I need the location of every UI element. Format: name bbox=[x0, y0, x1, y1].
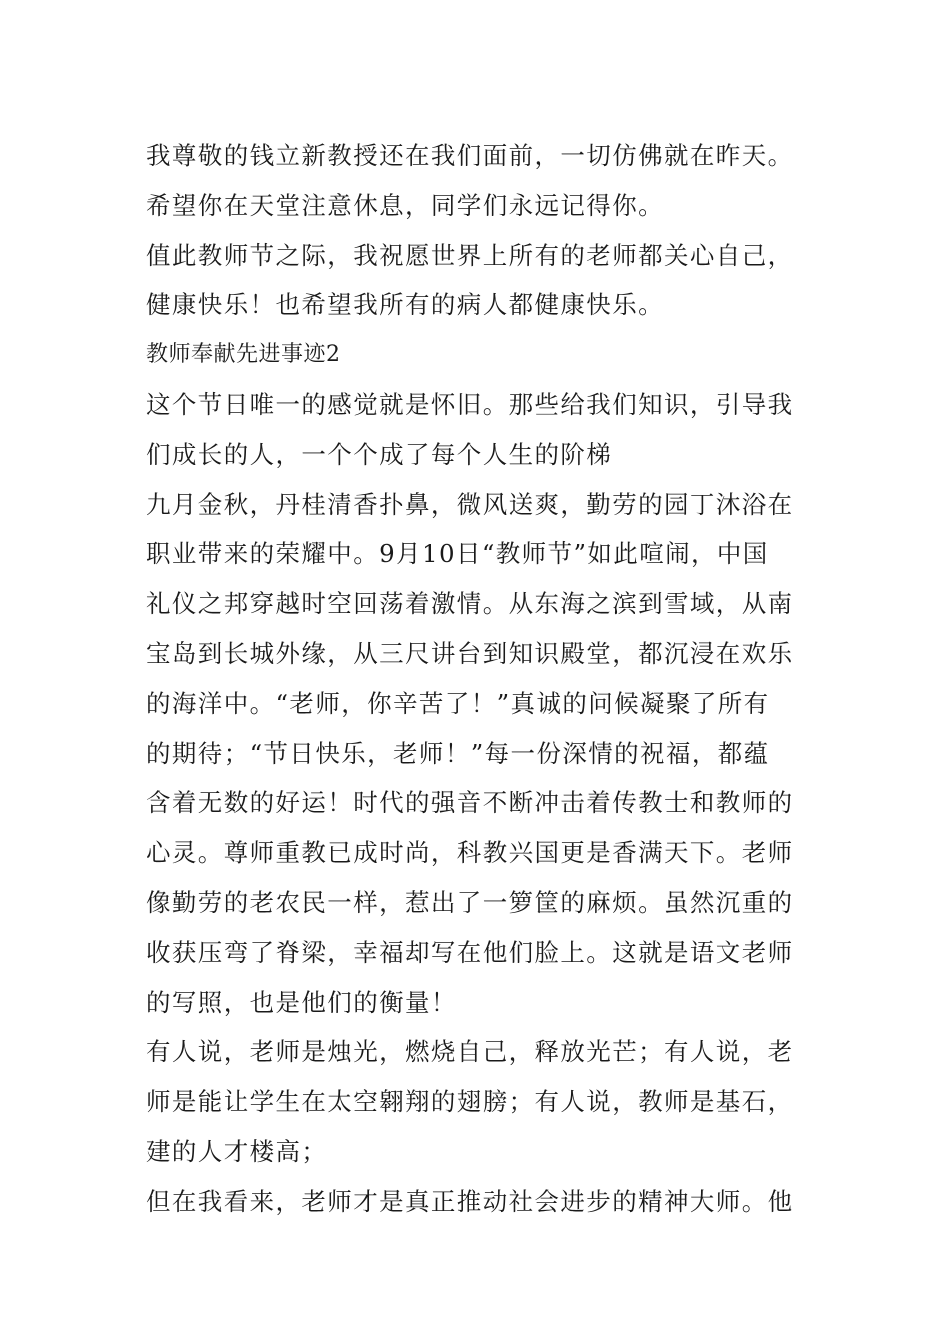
text-line: 礼仪之邦穿越时空回荡着激情。从东海之滨到雪域，从南 bbox=[146, 589, 794, 619]
text-line: 宝岛到长城外缘，从三尺讲台到知识殿堂，都沉浸在欢乐 bbox=[146, 638, 794, 668]
text-line: 的期待；“节日快乐，老师！”每一份深情的祝福，都蕴 bbox=[146, 738, 770, 768]
text-line: 希望你在天堂注意休息，同学们永远记得你。 bbox=[146, 190, 664, 220]
text-line: 像勤劳的老农民一样，惹出了一箩筐的麻烦。虽然沉重的 bbox=[146, 887, 794, 917]
text-line: 健康快乐！也希望我所有的病人都健康快乐。 bbox=[146, 290, 664, 320]
text-line: 建的人才楼高； bbox=[146, 1136, 328, 1166]
text-line: 心灵。尊师重教已成时尚，科教兴国更是香满天下。老师 bbox=[146, 838, 794, 868]
text-line: 们成长的人，一个个成了每个人生的阶梯 bbox=[146, 439, 613, 469]
text-line: 值此教师节之际，我祝愿世界上所有的老师都关心自己， bbox=[146, 240, 794, 270]
text-line: 我尊敬的钱立新教授还在我们面前，一切仿佛就在昨天。 bbox=[146, 141, 794, 170]
text-line: 职业带来的荣耀中。9月10日“教师节”如此喧闹，中国 bbox=[146, 539, 769, 569]
text-line: 的海洋中。“老师，你辛苦了！”真诚的问候凝聚了所有 bbox=[146, 688, 770, 718]
text-line: 的写照，也是他们的衡量！ bbox=[146, 987, 457, 1017]
text-line: 九月金秋，丹桂清香扑鼻，微风送爽，勤劳的园丁沐浴在 bbox=[146, 489, 794, 519]
text-line: 收获压弯了脊梁，幸福却写在他们脸上。这就是语文老师 bbox=[146, 937, 794, 967]
text-line: 有人说，老师是烛光，燃烧自己，释放光芒；有人说，老 bbox=[146, 1037, 794, 1067]
document-text-body bbox=[146, 131, 816, 1227]
text-line: 这个节日唯一的感觉就是怀旧。那些给我们知识，引导我 bbox=[146, 389, 794, 419]
text-line: 师是能让学生在太空翱翔的翅膀；有人说，教师是基石， bbox=[146, 1087, 794, 1117]
text-line: 但在我看来，老师才是真正推动社会进步的精神大师。他 bbox=[146, 1186, 794, 1216]
section-heading: 教师奉献先进事迹2 bbox=[146, 342, 341, 368]
text-line: 含着无数的好运！时代的强音不断冲击着传教士和教师的 bbox=[146, 788, 794, 818]
